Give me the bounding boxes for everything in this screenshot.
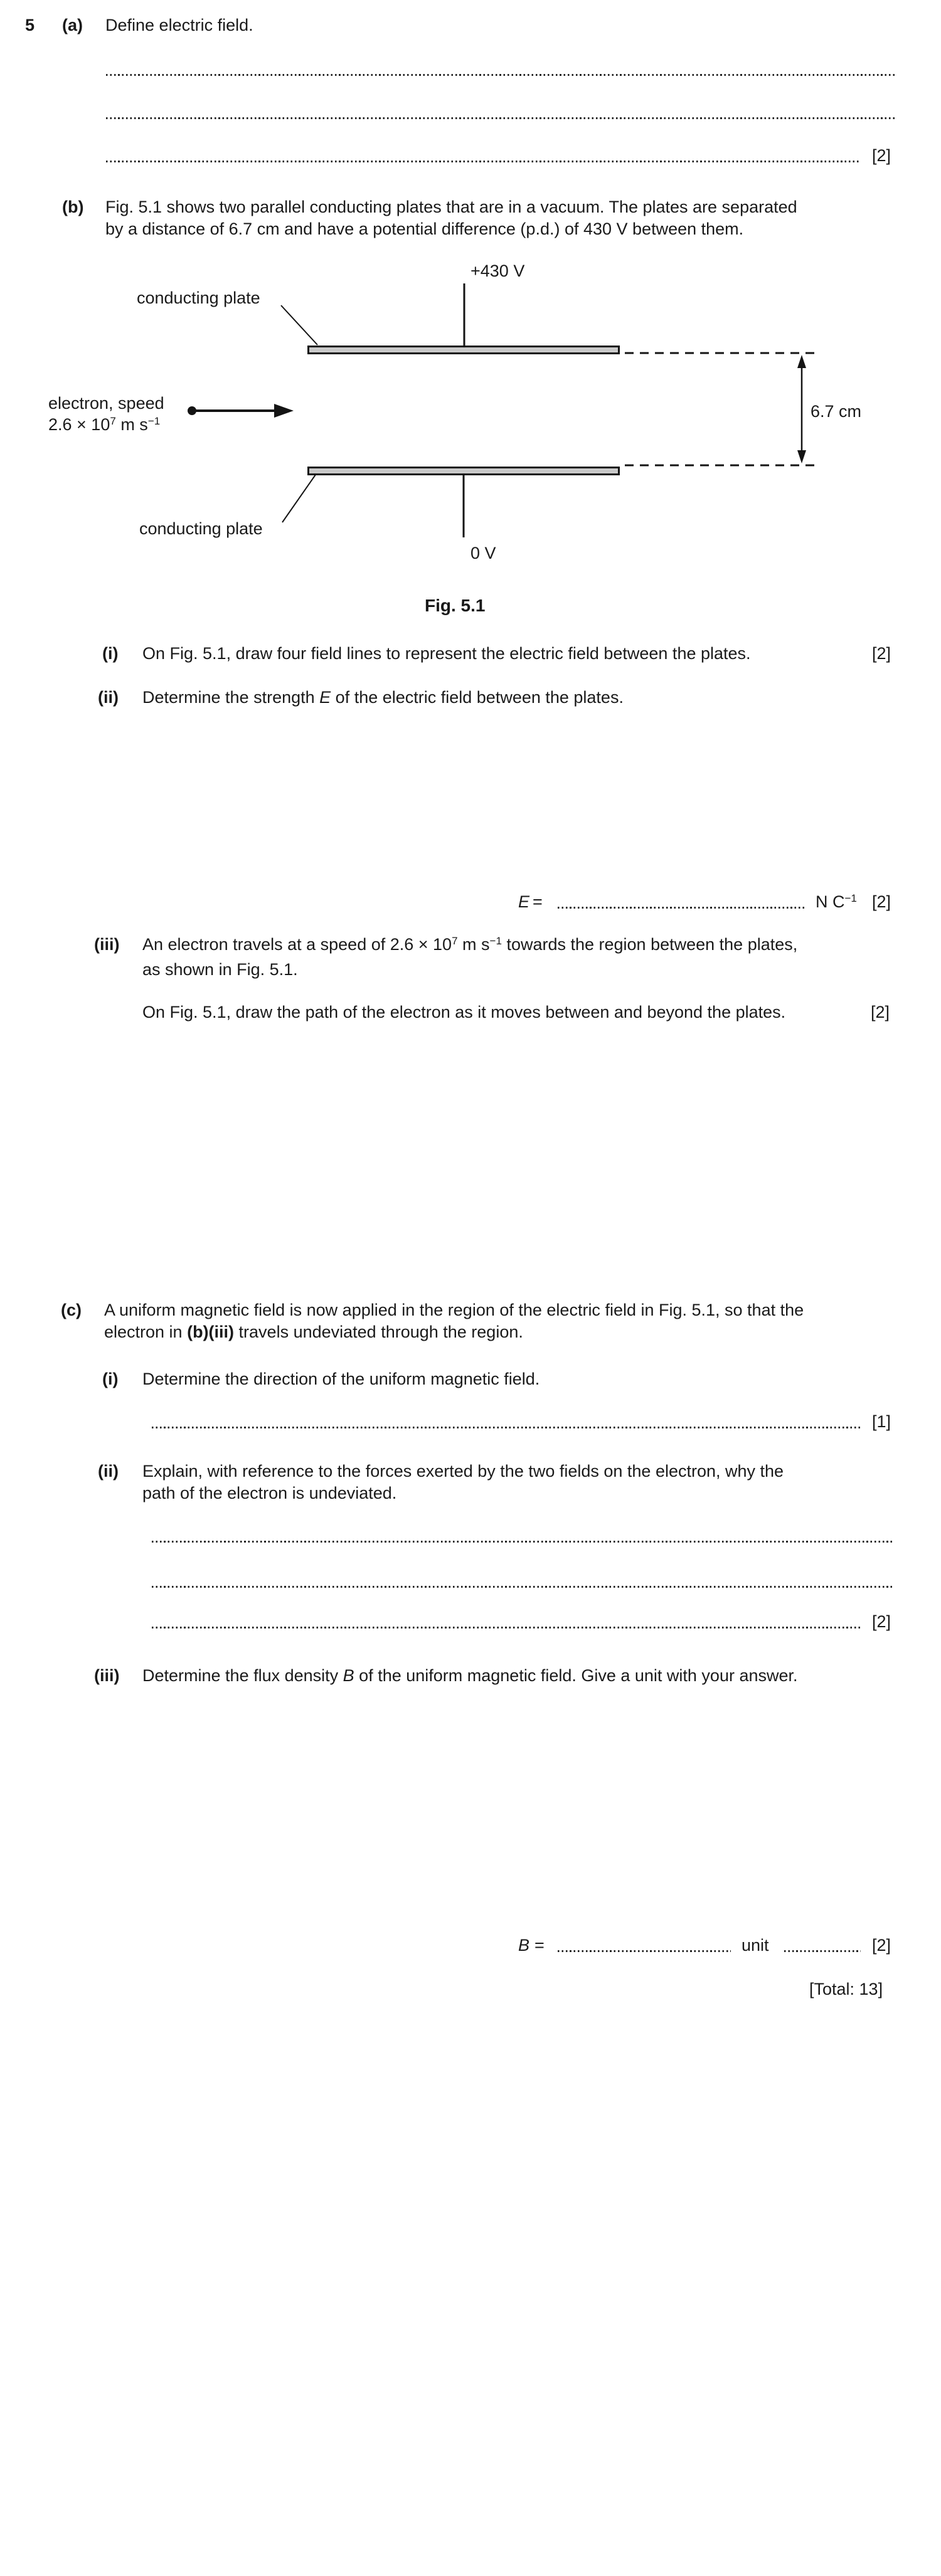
part-b-iii-line2: as shown in Fig. 5.1.: [142, 960, 298, 979]
answer-dotted-line: [152, 1427, 861, 1428]
answer-dotted-line: [558, 907, 806, 909]
answer-e-equals: =: [533, 892, 543, 911]
marks-badge: [1]: [872, 1412, 891, 1431]
plate-voltage-top-label: +430 V: [470, 261, 525, 280]
answer-dotted-line: [106, 74, 895, 76]
part-c-ii-label: (ii): [98, 1462, 119, 1481]
part-b-i-prompt: On Fig. 5.1, draw four field lines to represent the electric field between the plates.: [142, 644, 751, 663]
part-b-iii-label: (iii): [94, 935, 120, 954]
part-c-i-label: (i): [102, 1370, 119, 1388]
electron-velocity-arrow: [188, 404, 294, 418]
part-b-ii-prompt: Determine the strength E of the electric field between the plates.: [142, 688, 624, 707]
part-a-label: (a): [62, 16, 83, 34]
part-b-line2: by a distance of 6.7 cm and have a potential difference (p.d.) of 430 V between them.: [105, 219, 744, 238]
part-b-line1: Fig. 5.1 shows two parallel conducting plates that are in a vacuum. The plates are separated: [105, 198, 797, 216]
part-b-label: (b): [62, 198, 84, 216]
part-c-ii-line1: Explain, with reference to the forces exerted by the two fields on the electron, why the: [142, 1462, 784, 1481]
answer-dotted-line: [558, 1950, 731, 1952]
plate-voltage-bottom-label: 0 V: [470, 544, 496, 562]
answer-b-variable: B: [518, 1936, 530, 1955]
answer-dotted-line: [152, 1586, 895, 1588]
part-b-iii-line1: An electron travels at a speed of $2.6 \times 10^7$ m $s^{-1}$ towards the region between the plates,: [142, 935, 798, 954]
separation-label: 6.7 cm: [811, 402, 862, 421]
conducting-plate-top: [307, 346, 620, 354]
answer-b-unit-label: unit: [742, 1936, 769, 1955]
part-c-line1: A uniform magnetic field is now applied in the region of the electric field in Fig. 5.1, so that the: [104, 1301, 804, 1319]
variable-E: E: [319, 688, 331, 707]
marks-badge: [2]: [872, 146, 891, 165]
marks-badge: [2]: [871, 1003, 890, 1021]
part-c-iii-label: (iii): [94, 1666, 120, 1685]
part-b-i-label: (i): [102, 644, 119, 663]
answer-e-unit: N $C^{-1}$: [816, 892, 857, 911]
leader-line-top: [281, 305, 317, 345]
answer-dotted-line: [106, 161, 861, 162]
part-c-i-prompt: Determine the direction of the uniform magnetic field.: [142, 1370, 540, 1388]
answer-dotted-line: [106, 117, 895, 119]
part-b-iii-line3: On Fig. 5.1, draw the path of the electron as it moves between and beyond the plates.: [142, 1003, 786, 1021]
leader-line-bottom: [282, 475, 316, 522]
conducting-plate-label-bottom: conducting plate: [139, 519, 263, 538]
figure-caption: Fig. 5.1: [425, 596, 486, 615]
electron-speed-label-line2: $2.6 \times 10^7$ m $s^{-1}$: [48, 415, 161, 434]
conducting-plate-bottom: [307, 467, 620, 475]
total-marks: [Total: 13]: [809, 1980, 883, 1998]
marks-badge: [2]: [872, 1936, 891, 1955]
conducting-plate-label-top: conducting plate: [137, 288, 260, 307]
variable-B: B: [343, 1666, 354, 1685]
answer-e-variable: E: [518, 892, 530, 911]
marks-badge: [2]: [872, 1612, 891, 1631]
electron-speed-label-line1: electron, speed: [48, 394, 164, 413]
answer-dotted-line: [152, 1627, 861, 1628]
question-number: 5: [25, 16, 35, 34]
answer-dotted-line: [152, 1541, 895, 1543]
separation-dimension-arrow: [797, 355, 806, 463]
answer-dotted-line: [784, 1950, 861, 1952]
part-c-ii-line2: path of the electron is undeviated.: [142, 1484, 397, 1502]
marks-badge: [2]: [872, 892, 891, 911]
part-b-ii-label: (ii): [98, 688, 119, 707]
part-c-label: (c): [61, 1301, 82, 1319]
part-c-iii-prompt: Determine the flux density B of the uniform magnetic field. Give a unit with your answer.: [142, 1666, 798, 1685]
part-a-prompt: Define electric field.: [105, 16, 253, 34]
part-c-line2: electron in (b)(iii) travels undeviated through the region.: [104, 1322, 523, 1341]
marks-badge: [2]: [872, 644, 891, 663]
answer-b-equals: =: [534, 1936, 545, 1955]
